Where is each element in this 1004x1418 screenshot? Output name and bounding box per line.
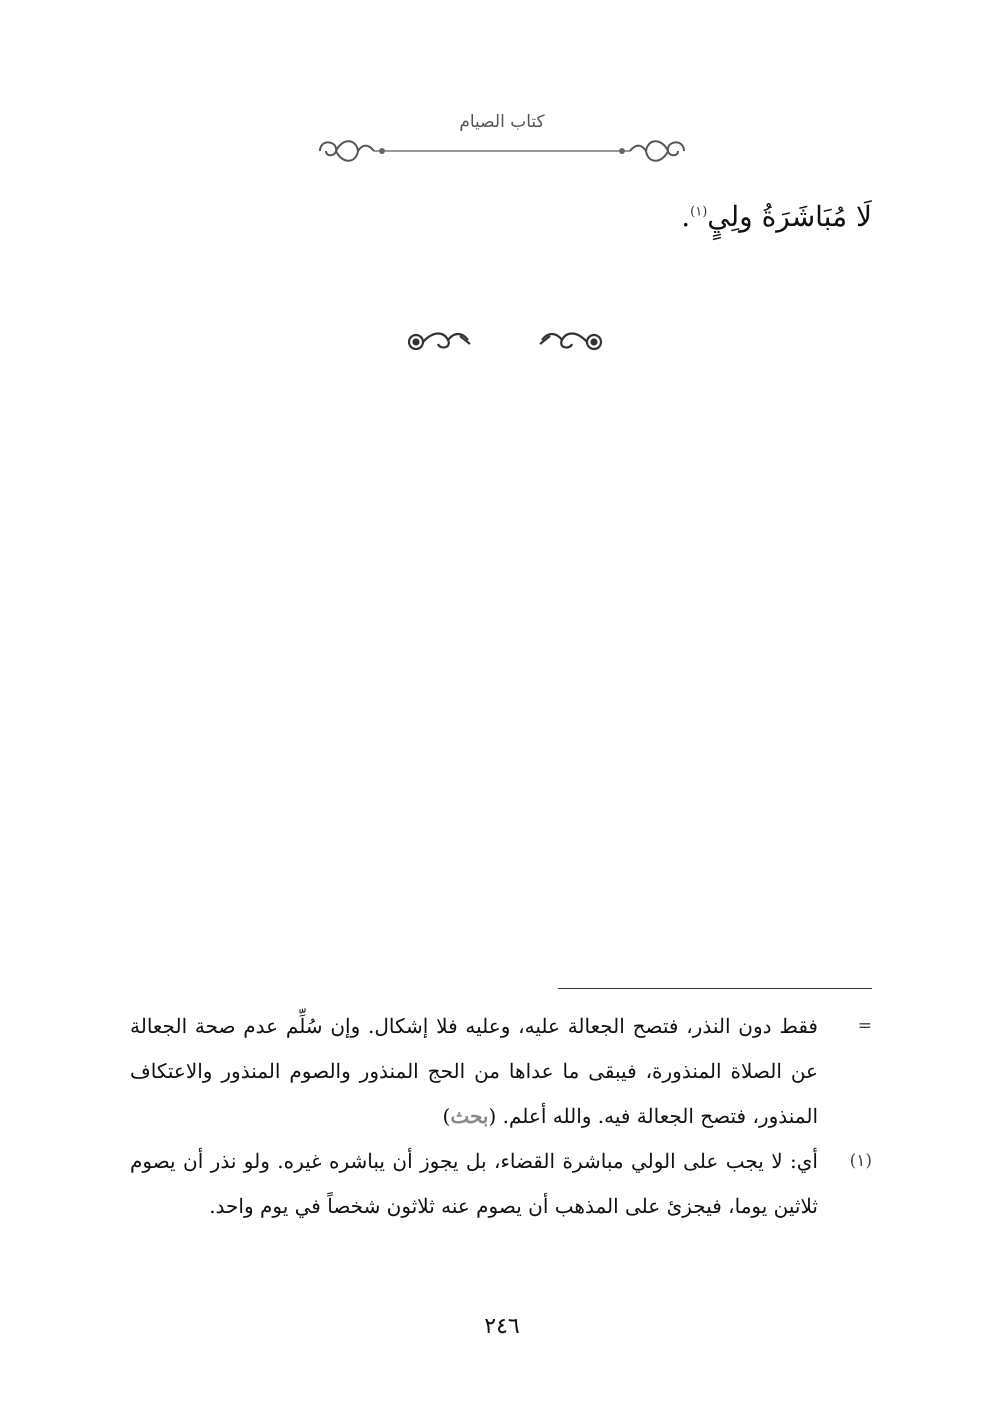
footnote-continuation (130, 1004, 872, 1139)
footnote-1 (130, 1139, 872, 1229)
continuation-close: ) (442, 1104, 451, 1128)
page-number: ٢٤٦ (484, 1314, 520, 1339)
source-tag: بحث (450, 1104, 489, 1128)
continuation-marker: = (857, 1016, 872, 1036)
footnotes (130, 1004, 872, 1229)
floral-scroll-ornament-icon (312, 132, 692, 170)
footnote-1-text: أي: لا يجب على الولي مباشرة القضاء، بل يجوز أن يباشره غيره. ولو نذر أن يصوم ثلاثين يوما، فيجزئ على المذهب أن يصوم عنه ثلاثون شخصاً في يوم واحد. (130, 1149, 818, 1218)
footnote-marker: (١) (849, 1151, 872, 1171)
main-text-line (681, 200, 872, 233)
main-text: لَا مُبَاشَرَةُ ولِيٍ (707, 200, 872, 233)
floral-divider-ornament-icon (400, 322, 610, 358)
running-title: كتاب الصيام (459, 112, 545, 132)
footnote-separator (558, 988, 872, 989)
footnote-reference[interactable]: (١) (690, 204, 708, 220)
continuation-text: فقط دون النذر، فتصح الجعالة عليه، وعليه فلا إشكال. وإن سُلِّم عدم صحة الجعالة عن الصلاة المنذورة، فيبقى ما عداها من الحج المنذور والصوم المنذور والاعتكاف المنذور، فتصح الجعالة فيه. والله أعلم. ( (130, 1014, 818, 1128)
end-mark: . (681, 200, 691, 233)
